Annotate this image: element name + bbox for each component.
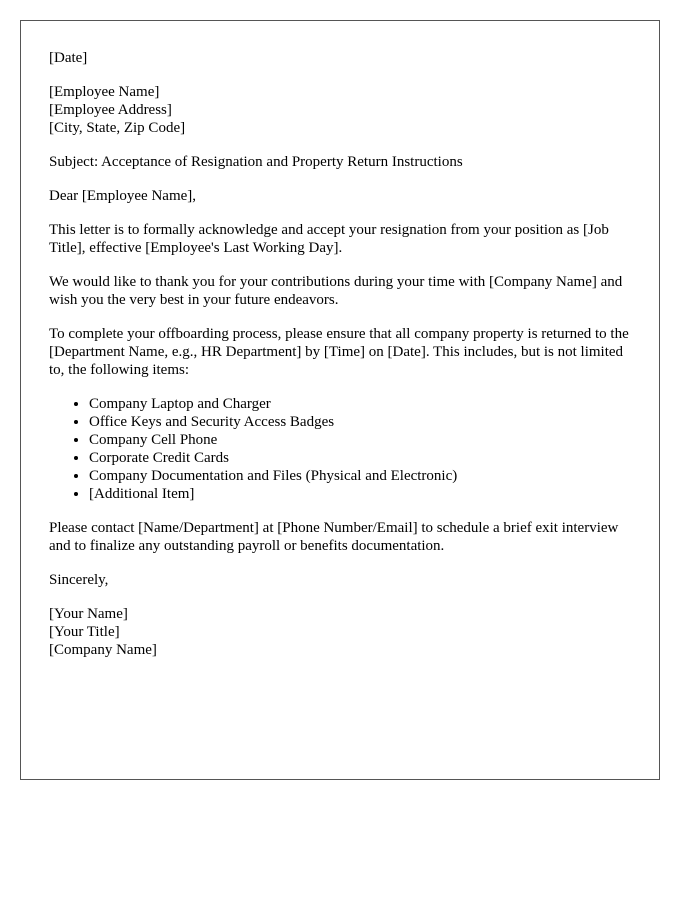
acknowledgement-paragraph: This letter is to formally acknowledge and accept your resignation from your position as [Job Title], effective [Employee's Last Working Day]. <box>49 222 609 256</box>
contact-paragraph: Please contact [Name/Department] at [Phone Number/Email] to schedule a brief exit interview and to finalize any outstanding payroll or benefits documentation. <box>49 520 619 554</box>
list-item: • Company Cell Phone <box>89 431 631 449</box>
signature-company: [Company Name] <box>49 642 157 658</box>
signature-name: [Your Name] <box>49 606 128 622</box>
signature-title: [Your Title] <box>49 624 120 640</box>
date-line: [Date] <box>49 50 88 66</box>
recipient-address: [Employee Address] <box>49 102 172 118</box>
list-item: • Corporate Credit Cards <box>89 449 631 467</box>
subject-line: Subject: Acceptance of Resignation and Property Return Instructions <box>49 154 463 170</box>
letter-page <box>20 20 660 780</box>
recipient-name: [Employee Name] <box>49 84 160 100</box>
salutation: Dear [Employee Name], <box>49 188 197 204</box>
recipient-address-block <box>49 83 631 137</box>
signature-block <box>49 605 631 659</box>
closing: Sincerely, <box>49 572 109 588</box>
recipient-city-state-zip: [City, State, Zip Code] <box>49 120 186 136</box>
thanks-paragraph: We would like to thank you for your contributions during your time with [Company Name] and wish you the very best in your future endeavors. <box>49 274 623 308</box>
list-item: • Company Documentation and Files (Physical and Electronic) <box>89 467 631 485</box>
offboarding-paragraph: To complete your offboarding process, please ensure that all company property is returned to the [Department Name, e.g., HR Department] by [Time] on [Date]. This includes, but is not limited to, the following items: <box>49 326 629 378</box>
list-item: • Office Keys and Security Access Badges <box>89 413 631 431</box>
list-item: • Company Laptop and Charger <box>89 395 631 413</box>
list-item: • [Additional Item] <box>89 485 631 503</box>
property-items-list <box>49 395 631 503</box>
